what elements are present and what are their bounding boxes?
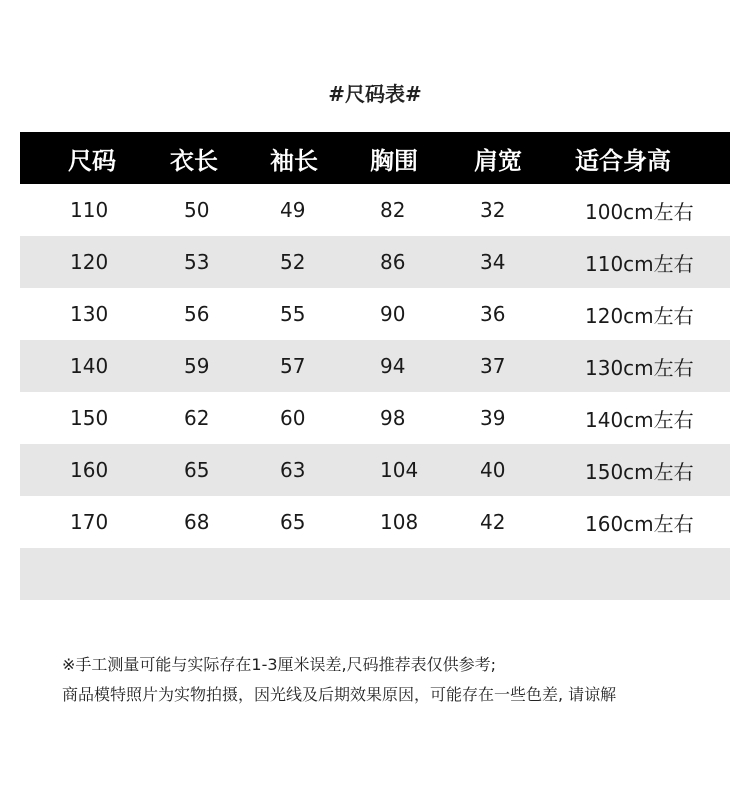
header-cell-height: 适合身高 — [575, 146, 671, 175]
cell-sleeve: 57 — [280, 354, 306, 378]
cell-size: 120 — [70, 250, 109, 274]
cell-length: 53 — [184, 250, 210, 274]
cell-length: 50 — [184, 198, 210, 222]
table-header-row — [20, 132, 730, 184]
cell-shoulder: 40 — [480, 458, 506, 482]
cell-height: 130cm左右 — [585, 355, 694, 380]
cell-height: 160cm左右 — [585, 511, 694, 536]
cell-length: 59 — [184, 354, 210, 378]
cell-length: 62 — [184, 406, 210, 430]
header-cell-sleeve: 袖长 — [270, 146, 318, 175]
cell-sleeve: 63 — [280, 458, 306, 482]
table-row-empty — [20, 548, 730, 600]
header-cell-chest: 胸围 — [370, 146, 418, 175]
cell-size: 160 — [70, 458, 109, 482]
cell-sleeve: 60 — [280, 406, 306, 430]
cell-chest: 94 — [380, 354, 406, 378]
cell-shoulder: 42 — [480, 510, 506, 534]
cell-length: 65 — [184, 458, 210, 482]
cell-height: 140cm左右 — [585, 407, 694, 432]
cell-chest: 86 — [380, 250, 406, 274]
cell-length: 68 — [184, 510, 210, 534]
header-cell-length: 衣长 — [170, 146, 218, 175]
cell-chest: 104 — [380, 458, 419, 482]
table-row — [20, 288, 730, 340]
table-row — [20, 236, 730, 288]
cell-height: 150cm左右 — [585, 459, 694, 484]
cell-chest: 90 — [380, 302, 406, 326]
cell-height: 120cm左右 — [585, 303, 694, 328]
cell-size: 150 — [70, 406, 109, 430]
note-measurement-error: ※手工测量可能与实际存在1-3厘米误差,尺码推荐表仅供参考; — [62, 655, 497, 674]
table-row — [20, 184, 730, 236]
cell-sleeve: 52 — [280, 250, 306, 274]
cell-chest: 98 — [380, 406, 406, 430]
table-row — [20, 496, 730, 548]
table-row — [20, 444, 730, 496]
cell-size: 110 — [70, 198, 109, 222]
cell-chest: 82 — [380, 198, 406, 222]
cell-shoulder: 36 — [480, 302, 506, 326]
page-title: #尺码表# — [328, 82, 422, 106]
table-row — [20, 392, 730, 444]
cell-sleeve: 65 — [280, 510, 306, 534]
cell-sleeve: 55 — [280, 302, 306, 326]
note-color-difference: 商品模特照片为实物拍摄，因光线及后期效果原因，可能存在一些色差, 请谅解 — [62, 685, 617, 704]
notes — [62, 650, 742, 710]
size-chart-table — [20, 132, 730, 600]
cell-shoulder: 37 — [480, 354, 506, 378]
cell-sleeve: 49 — [280, 198, 306, 222]
cell-size: 130 — [70, 302, 109, 326]
cell-size: 140 — [70, 354, 109, 378]
cell-length: 56 — [184, 302, 210, 326]
cell-shoulder: 39 — [480, 406, 506, 430]
cell-shoulder: 32 — [480, 198, 506, 222]
header-cell-size: 尺码 — [68, 146, 116, 175]
cell-height: 100cm左右 — [585, 199, 694, 224]
cell-height: 110cm左右 — [585, 251, 694, 276]
cell-shoulder: 34 — [480, 250, 506, 274]
cell-chest: 108 — [380, 510, 419, 534]
cell-size: 170 — [70, 510, 109, 534]
header-cell-shoulder: 肩宽 — [474, 146, 522, 175]
table-row — [20, 340, 730, 392]
